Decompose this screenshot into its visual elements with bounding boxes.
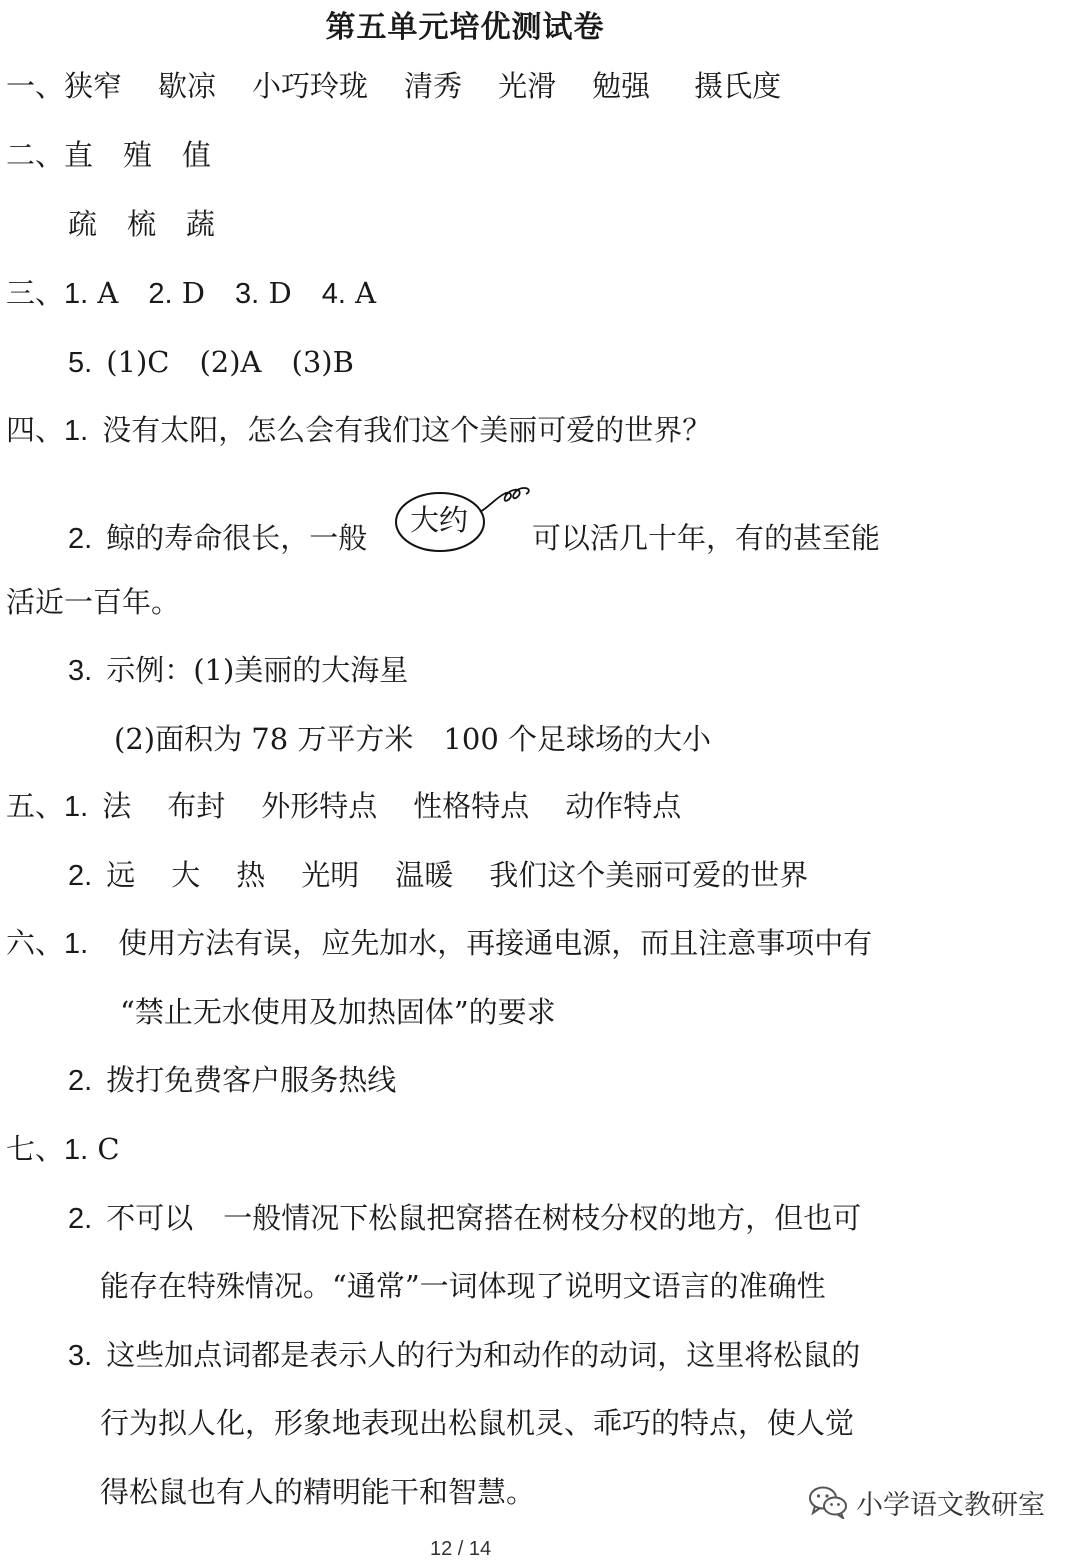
answer-char: 直 [64,138,94,172]
answer-word: 温暖 [395,858,454,892]
section-7-q2-line-2 [100,1266,826,1306]
answer-word: 大 [171,858,201,892]
section-3-label: 三、 [6,276,65,310]
section-1-label: 一、 [6,69,65,103]
choice-answer: A [97,276,119,310]
choice-answer: (1)C [106,345,170,379]
question-number: 1. [64,791,89,823]
question-number: 2. [68,1065,93,1097]
choice-answer: D [268,276,292,310]
section-4-label: 四、 [6,413,65,447]
watermark-text: 小学语文教研室 [856,1489,1045,1521]
answer-char: 梳 [127,207,157,241]
answer-text: 拨打免费客户服务热线 [106,1063,397,1097]
answer-word: 外形特点 [261,789,378,823]
answer-word: 歇凉 [158,69,217,103]
section-5-label: 五、 [6,789,65,823]
section-5-line [6,786,681,826]
answer-word: 光明 [301,858,360,892]
section-6-line [6,923,872,963]
question-number: 3. [235,278,260,310]
question-number: 2. [68,523,93,555]
wechat-icon [808,1485,848,1519]
section-2-line-2 [68,204,215,244]
question-number: 5. [68,347,93,379]
section-4-line [6,410,711,450]
answer-word: 我们这个美丽可爱的世界 [489,858,809,892]
question-number: 4. [321,278,346,310]
section-7-label: 七、 [6,1132,65,1166]
question-number: 3. [68,655,93,687]
question-number: 1. [64,1134,89,1166]
section-7-q3-line-2 [100,1403,854,1443]
answer-text: 得松鼠也有人的精明能干和智慧。 [100,1475,536,1509]
answer-word: 光滑 [498,69,557,103]
answer-text: 使用方法有误，应先加水，再接通电源，而且注意事项中有 [118,926,873,960]
answer-char: 值 [182,138,212,172]
choice-answer: (3)B [291,345,354,379]
section-7-q3-line-3 [100,1472,535,1512]
watermark [808,1480,1045,1524]
answer-text: 没有太阳，怎么会有我们这个美丽可爱的世界？ [102,413,712,447]
choice-answer: C [97,1132,120,1166]
answer-char: 疏 [68,207,98,241]
choice-answer: D [181,276,206,310]
page-title: 第五单元培优测试卷 [325,10,605,45]
section-4-q2-line-b [532,518,880,558]
answer-word: 小巧玲珑 [252,69,369,103]
section-2-line [6,135,211,175]
answer-text: 示例：(1)美丽的大海星 [106,653,409,687]
section-6-line-2 [120,992,556,1032]
section-4-q2-line [68,518,367,558]
section-1-line [6,66,781,106]
answer-text: 行为拟人化，形象地表现出松鼠机灵、乖巧的特点，使人觉 [100,1406,855,1440]
answer-word: 性格特点 [413,789,530,823]
answer-word: 法 [102,789,132,823]
answer-text: 一般情况下松鼠把窝搭在树枝分杈的地方，但也可 [223,1201,862,1235]
question-number: 3. [68,1340,93,1372]
answer-text: 这些加点词都是表示人的行为和动作的动词，这里将松鼠的 [106,1338,861,1372]
question-number: 1. [64,415,89,447]
section-7-line [6,1129,120,1169]
inserted-word: 大约 [410,503,469,537]
question-number: 1. [64,928,89,960]
answer-text: 不可以 [106,1201,194,1235]
answer-word: 布封 [167,789,226,823]
answer-text: 100 个足球场的大小 [443,722,711,756]
section-7-q3-line [68,1335,860,1375]
answer-word: 远 [106,858,136,892]
section-2-label: 二、 [6,138,65,172]
page-number: 12 / 14 [430,1538,492,1560]
choice-answer: A [355,276,377,310]
section-7-q2-line [68,1198,861,1238]
answer-char: 殖 [123,138,153,172]
section-6-label: 六、 [6,926,65,960]
answer-word: 摄氏度 [694,69,782,103]
section-4-q3-line-2 [114,719,711,759]
section-4-q2-line-c [6,582,180,622]
question-number: 2. [68,860,93,892]
section-3-line-2 [68,342,354,382]
question-number: 1. [64,278,89,310]
answer-text: “禁止无水使用及加热固体”的要求 [120,995,556,1029]
question-number: 2. [68,1203,93,1235]
section-6-line-3 [68,1060,396,1100]
answer-text: 能存在特殊情况。“通常”一词体现了说明文语言的准确性 [100,1269,826,1303]
answer-text: (2)面积为 78 万平方米 [114,722,414,756]
answer-text: 鲸的寿命很长，一般 [106,521,368,555]
answer-word: 动作特点 [565,789,682,823]
answer-word: 清秀 [404,69,463,103]
answer-word: 勉强 [592,69,651,103]
section-4-q3-line [68,650,408,690]
answer-text: 可以活几十年，有的甚至能 [532,521,881,555]
answer-text: 活近一百年。 [6,585,181,619]
section-5-line-2 [68,855,808,895]
answer-word: 热 [236,858,266,892]
choice-answer: (2)A [199,345,262,379]
answer-word: 狭窄 [64,69,123,103]
answer-char: 蔬 [186,207,216,241]
question-number: 2. [148,278,173,310]
section-3-line [6,273,376,313]
insertion-mark [392,482,538,562]
